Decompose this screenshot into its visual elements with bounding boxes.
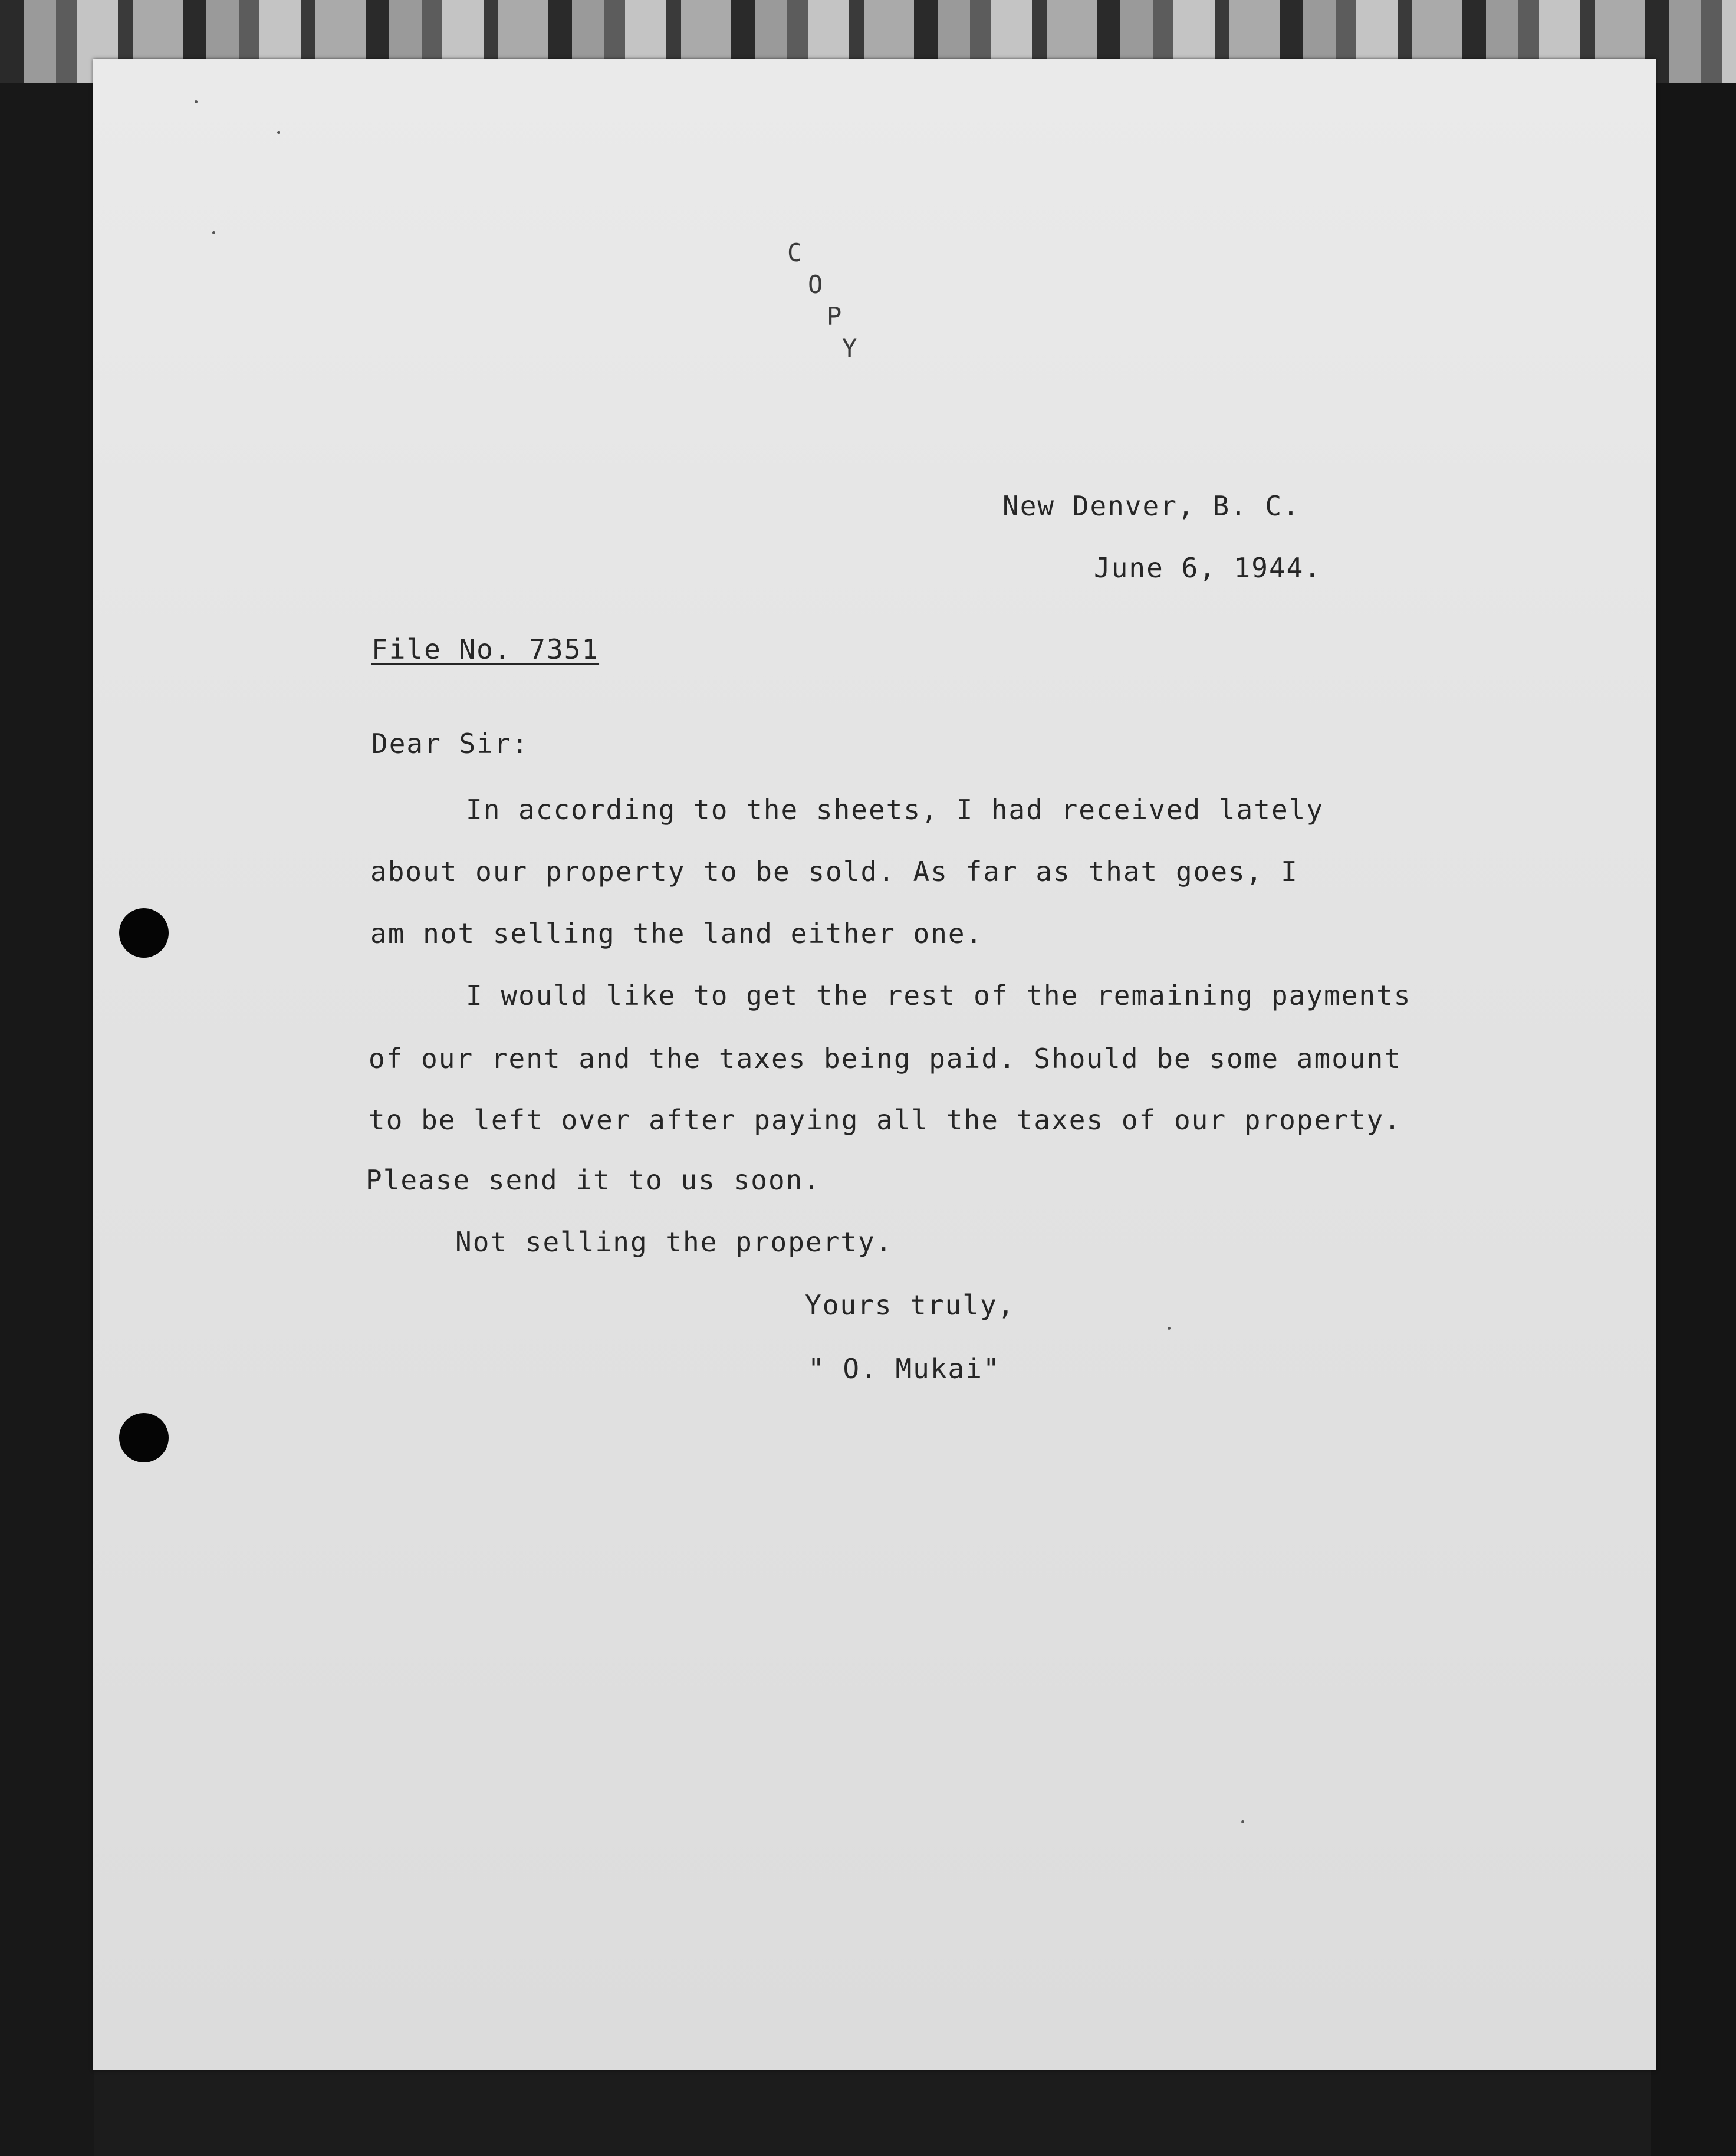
copy-mark-p: P xyxy=(827,302,842,331)
body-line-5: of our rent and the taxes being paid. Should be some amount xyxy=(369,1043,1402,1074)
copy-mark-o: O xyxy=(808,270,823,299)
film-right-edge xyxy=(1651,83,1736,2156)
film-left-edge xyxy=(0,83,94,2156)
body-line-1: In according to the sheets, I had received lately xyxy=(466,794,1324,826)
letter-place: New Denver, B. C. xyxy=(1002,490,1300,522)
copy-mark-c: C xyxy=(787,238,803,267)
paper-speck xyxy=(212,231,215,234)
copy-mark-y: Y xyxy=(842,334,857,363)
paper-speck xyxy=(1168,1327,1171,1330)
punch-hole-upper xyxy=(119,908,169,958)
paper-speck xyxy=(195,100,198,103)
body-line-7: Please send it to us soon. xyxy=(366,1164,821,1196)
body-line-4: I would like to get the rest of the remaining payments xyxy=(466,980,1412,1011)
body-line-2: about our property to be sold. As far as that goes, I xyxy=(370,856,1298,888)
signature: " O. Mukai" xyxy=(808,1353,1001,1385)
paper-speck xyxy=(1241,1820,1244,1823)
paper-speck xyxy=(277,131,280,134)
punch-hole-lower xyxy=(119,1413,169,1462)
body-line-8: Not selling the property. xyxy=(455,1226,893,1258)
body-line-6: to be left over after paying all the taxes of our property. xyxy=(369,1104,1402,1136)
file-number: File No. 7351 xyxy=(371,633,600,665)
body-line-3: am not selling the land either one. xyxy=(370,918,984,949)
letter-date: June 6, 1944. xyxy=(1094,552,1322,584)
closing: Yours truly, xyxy=(805,1289,1015,1321)
salutation: Dear Sir: xyxy=(371,728,530,760)
